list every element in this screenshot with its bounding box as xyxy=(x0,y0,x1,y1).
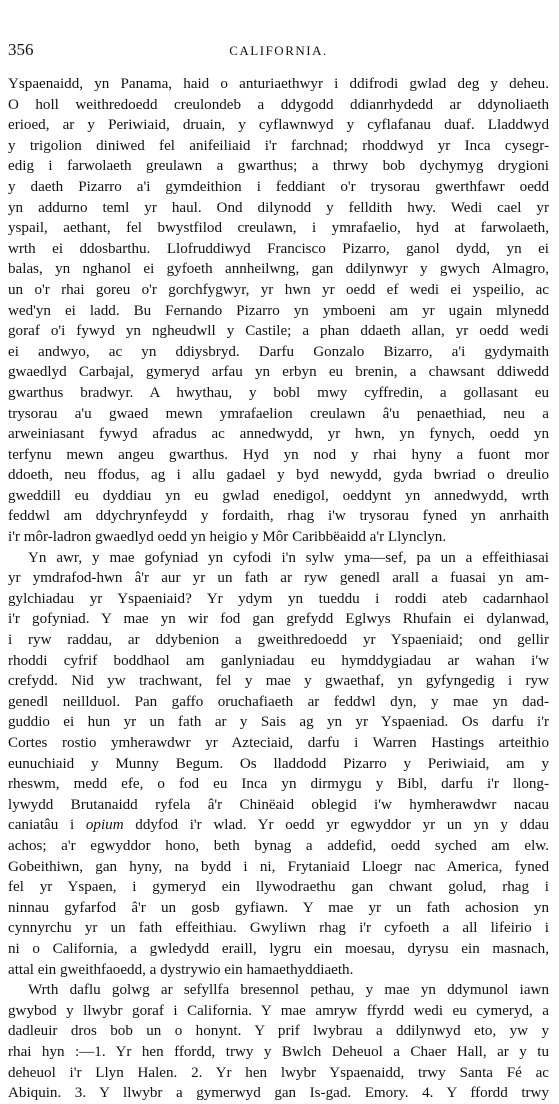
text-line: gwaedlyd Carbajal, gymeryd arfau yn erbyn eu brenin, a chawsant ddiwedd xyxy=(8,364,549,381)
text-line: ninnau gyfarfod â'r un gosb gyfiawn. Y mae yr un fath achosion yn xyxy=(8,899,549,916)
text-line: wed'yn ei ladd. Bu Fernando Pizarro yn ymboeni am yr ugain mlynedd xyxy=(8,302,549,319)
text-line: feddwl am ddychrynfeydd y fordaith, rhag i'w trysorau fyned yn anrhaith xyxy=(8,508,549,525)
text-line: rheswm, medd efe, o fod eu Inca yn dirmygu y Bibl, darfu i'r llong- xyxy=(8,776,549,793)
text-line: terfynu mewn angeu gwarthus. Hyd yn nod y rhai hyny a fuont mor xyxy=(8,446,549,463)
text-line: Yspaenaidd, yn Panama, haid o anturiaethwyr i ddifrodi gwlad deg y deheu. xyxy=(8,76,549,92)
page-header xyxy=(8,40,549,74)
text-line: crefydd. Nid yw trachwant, fel y mae y gwaethaf, yn gyfyngedig i ryw xyxy=(8,673,549,690)
text-line: cynnyrchu yr un fath effeithiau. Gwyliwn rhag i'r cyfoeth a all lifeirio i xyxy=(8,920,549,937)
text-line: fel yr Yspaen, i gymeryd ein llywodraethu gan chwant golud, rhag i xyxy=(8,879,549,896)
text-line: genedl neillduol. Pan gaffo oruchafiaeth ar feddwl dyn, y mae yn dad- xyxy=(8,693,549,710)
paragraph xyxy=(8,548,549,980)
text-line: ei andwyo, ac yn ddiysbryd. Darfu Gonzalo Bizarro, a'i gydymaith xyxy=(8,343,549,360)
text-line: edig i farwolaeth greulawn a gwarthus; a thrwy bob dychymyg drygioni xyxy=(8,158,549,175)
text-line: rhai hyn :—1. Yr hen ffordd, trwy y Bwlch Deheuol a Chaer Hall, ar y tu xyxy=(8,1043,549,1060)
text-line: trysorau a'u gwaed mewn ymrafaelion creulawn â'u penaethiad, neu a xyxy=(8,405,549,422)
body-text xyxy=(8,74,549,1104)
text-line: wrth ei ddosbarthu. Llofruddiwyd Francisco Pizarro, ganol dydd, yn ei xyxy=(8,240,549,257)
text-line: goraf o'i fywyd yn ngheudwll y Castile; a phan ddaeth allan, yr oedd wedi xyxy=(8,323,549,340)
text-line: erioed, ar y Periwiaid, druain, y cyflawnwyd y cyflafanau duaf. Lladdwyd xyxy=(8,117,549,134)
page-number: 356 xyxy=(8,40,34,59)
text-line: dadleuir dros bob un o honynt. Y prif lwybrau a ddilynwyd eto, yw y xyxy=(8,1023,549,1040)
paragraph xyxy=(8,74,549,548)
text-line: yn addurno teml yr haul. Ond dilynodd y felldith hwy. Wedi cael yr xyxy=(8,199,549,216)
text-line: yr ymdrafod-hwn â'r aur yr un fath ar ryw genedl arall a fuasai yn am- xyxy=(8,570,549,587)
text-line: achos; a'r egwyddor hono, beth bynag a addefid, oedd syched am elw. xyxy=(8,837,549,854)
text-line: un o'r rhai goreu o'r gorchfygwyr, yr hwn yr oedd ef wedi ei yspeilio, ac xyxy=(8,281,549,298)
text-line: Yn awr, y mae gofyniad yn cyfodi i'n sylw yma—sef, pa un a effeithiasai xyxy=(28,549,549,566)
text-line: gwybod y llwybr goraf i California. Y mae amryw ffyrdd wedi eu cymeryd, a xyxy=(8,1002,549,1019)
italic-word: opium xyxy=(85,817,124,834)
text-line: i'r môr-ladron gwaedlyd oedd yn heigio y Môr Caribbëaidd a'r Llynclyn. xyxy=(8,529,447,546)
text-line: gwarthus bradwyr. A hwythau, y bobl mwy cyffredin, a gollasant eu xyxy=(8,384,549,401)
text-line: yspail, aethant, fel bwystfilod creulawn, i ymrafaelio, hyd at farwolaeth, xyxy=(8,220,549,237)
running-head: CALIFORNIA. xyxy=(229,43,328,58)
text-line: Abiquin. 3. Y llwybr a gymerwyd gan Is-gad. Emory. 4. Y ffordd trwy xyxy=(8,1085,549,1102)
text-line: O holl weithredoedd creulondeb a ddygodd ddianrhydedd ar ddynoliaeth xyxy=(8,96,549,113)
text-line: attal ein gweithfaoedd, a dystrywio ein hamaethyddiaeth. xyxy=(8,961,354,978)
text-line: ddoeth, neu ffodus, ag i allu gadael y byd newydd, gyda bwriad o dreulio xyxy=(8,467,549,484)
text-line: rhoddi cyfrif boddhaol am ganlyniadau eu hymddygiadau ar wahan i'w xyxy=(8,652,549,669)
text-line: gylchiadau yr Yspaeniaid? Yr ydym yn tueddu i roddi ateb cadarnhaol xyxy=(8,590,549,607)
text-line: caniatâu i opium ddyfod i'r wlad. Yr oedd yr egwyddor yr un yn y ddau xyxy=(8,817,549,834)
paragraph xyxy=(8,980,549,1104)
text-line: ni o California, a gwledydd eraill, lygru ein moesau, dyrysu ein masnach, xyxy=(8,940,549,957)
text-line: eunuchiaid y Munny Begum. Os lladdodd Pizarro y Periwiaid, am y xyxy=(8,755,549,772)
text-line: gweddill eu dyddiau yn eu gwlad enedigol, oeddynt yn annedwydd, wrth xyxy=(8,487,549,504)
text-line: deheuol i'r Llyn Halen. 2. Yr hen lwybr Yspaenaidd, trwy Santa Fé ac xyxy=(8,1064,549,1081)
text-line: lywydd Brutanaidd ryfela â'r Chinëaid oblegid i'w hymherawdwr nacau xyxy=(8,796,549,813)
text-line: y daeth Pizarro a'i gymdeithion i feddiant o'r trysorau gwerthfawr oedd xyxy=(8,178,549,195)
text-line: guddio ei hun yr un fath ar y Sais ag yn yr Yspaeniad. Os darfu i'r xyxy=(8,714,549,731)
text-line: Gobeithiwn, gan hyny, na bydd i ni, Frytaniaid Lloegr nac America, fyned xyxy=(8,858,549,875)
text-line: i'r gofyniad. Y mae yn wir fod gan grefydd Eglwys Rhufain ei dylanwad, xyxy=(8,611,549,628)
text-line: balas, yn nghanol ei gyfoeth annheilwng, gan ddilynwyr y gwych Almagro, xyxy=(8,261,549,278)
text-line: i ryw raddau, ar ddybenion a gweithredoedd yr Yspaeniaid; ond gellir xyxy=(8,632,549,649)
text-line: Cortes rostio ymherawdwr yr Azteciaid, darfu i Warren Hastings arteithio xyxy=(8,735,549,751)
text-line: Wrth daflu golwg ar sefyllfa bresennol pethau, y mae yn ddymunol iawn xyxy=(28,982,549,999)
text-line: arweiniasant fywyd afradus ac annedwydd, yr hwn, yn fynych, oedd yn xyxy=(8,426,549,443)
text-line: y trigolion diniwed fel anifeiliaid i'r farchnad; rhoddwyd yr Inca cysegr- xyxy=(8,137,549,154)
